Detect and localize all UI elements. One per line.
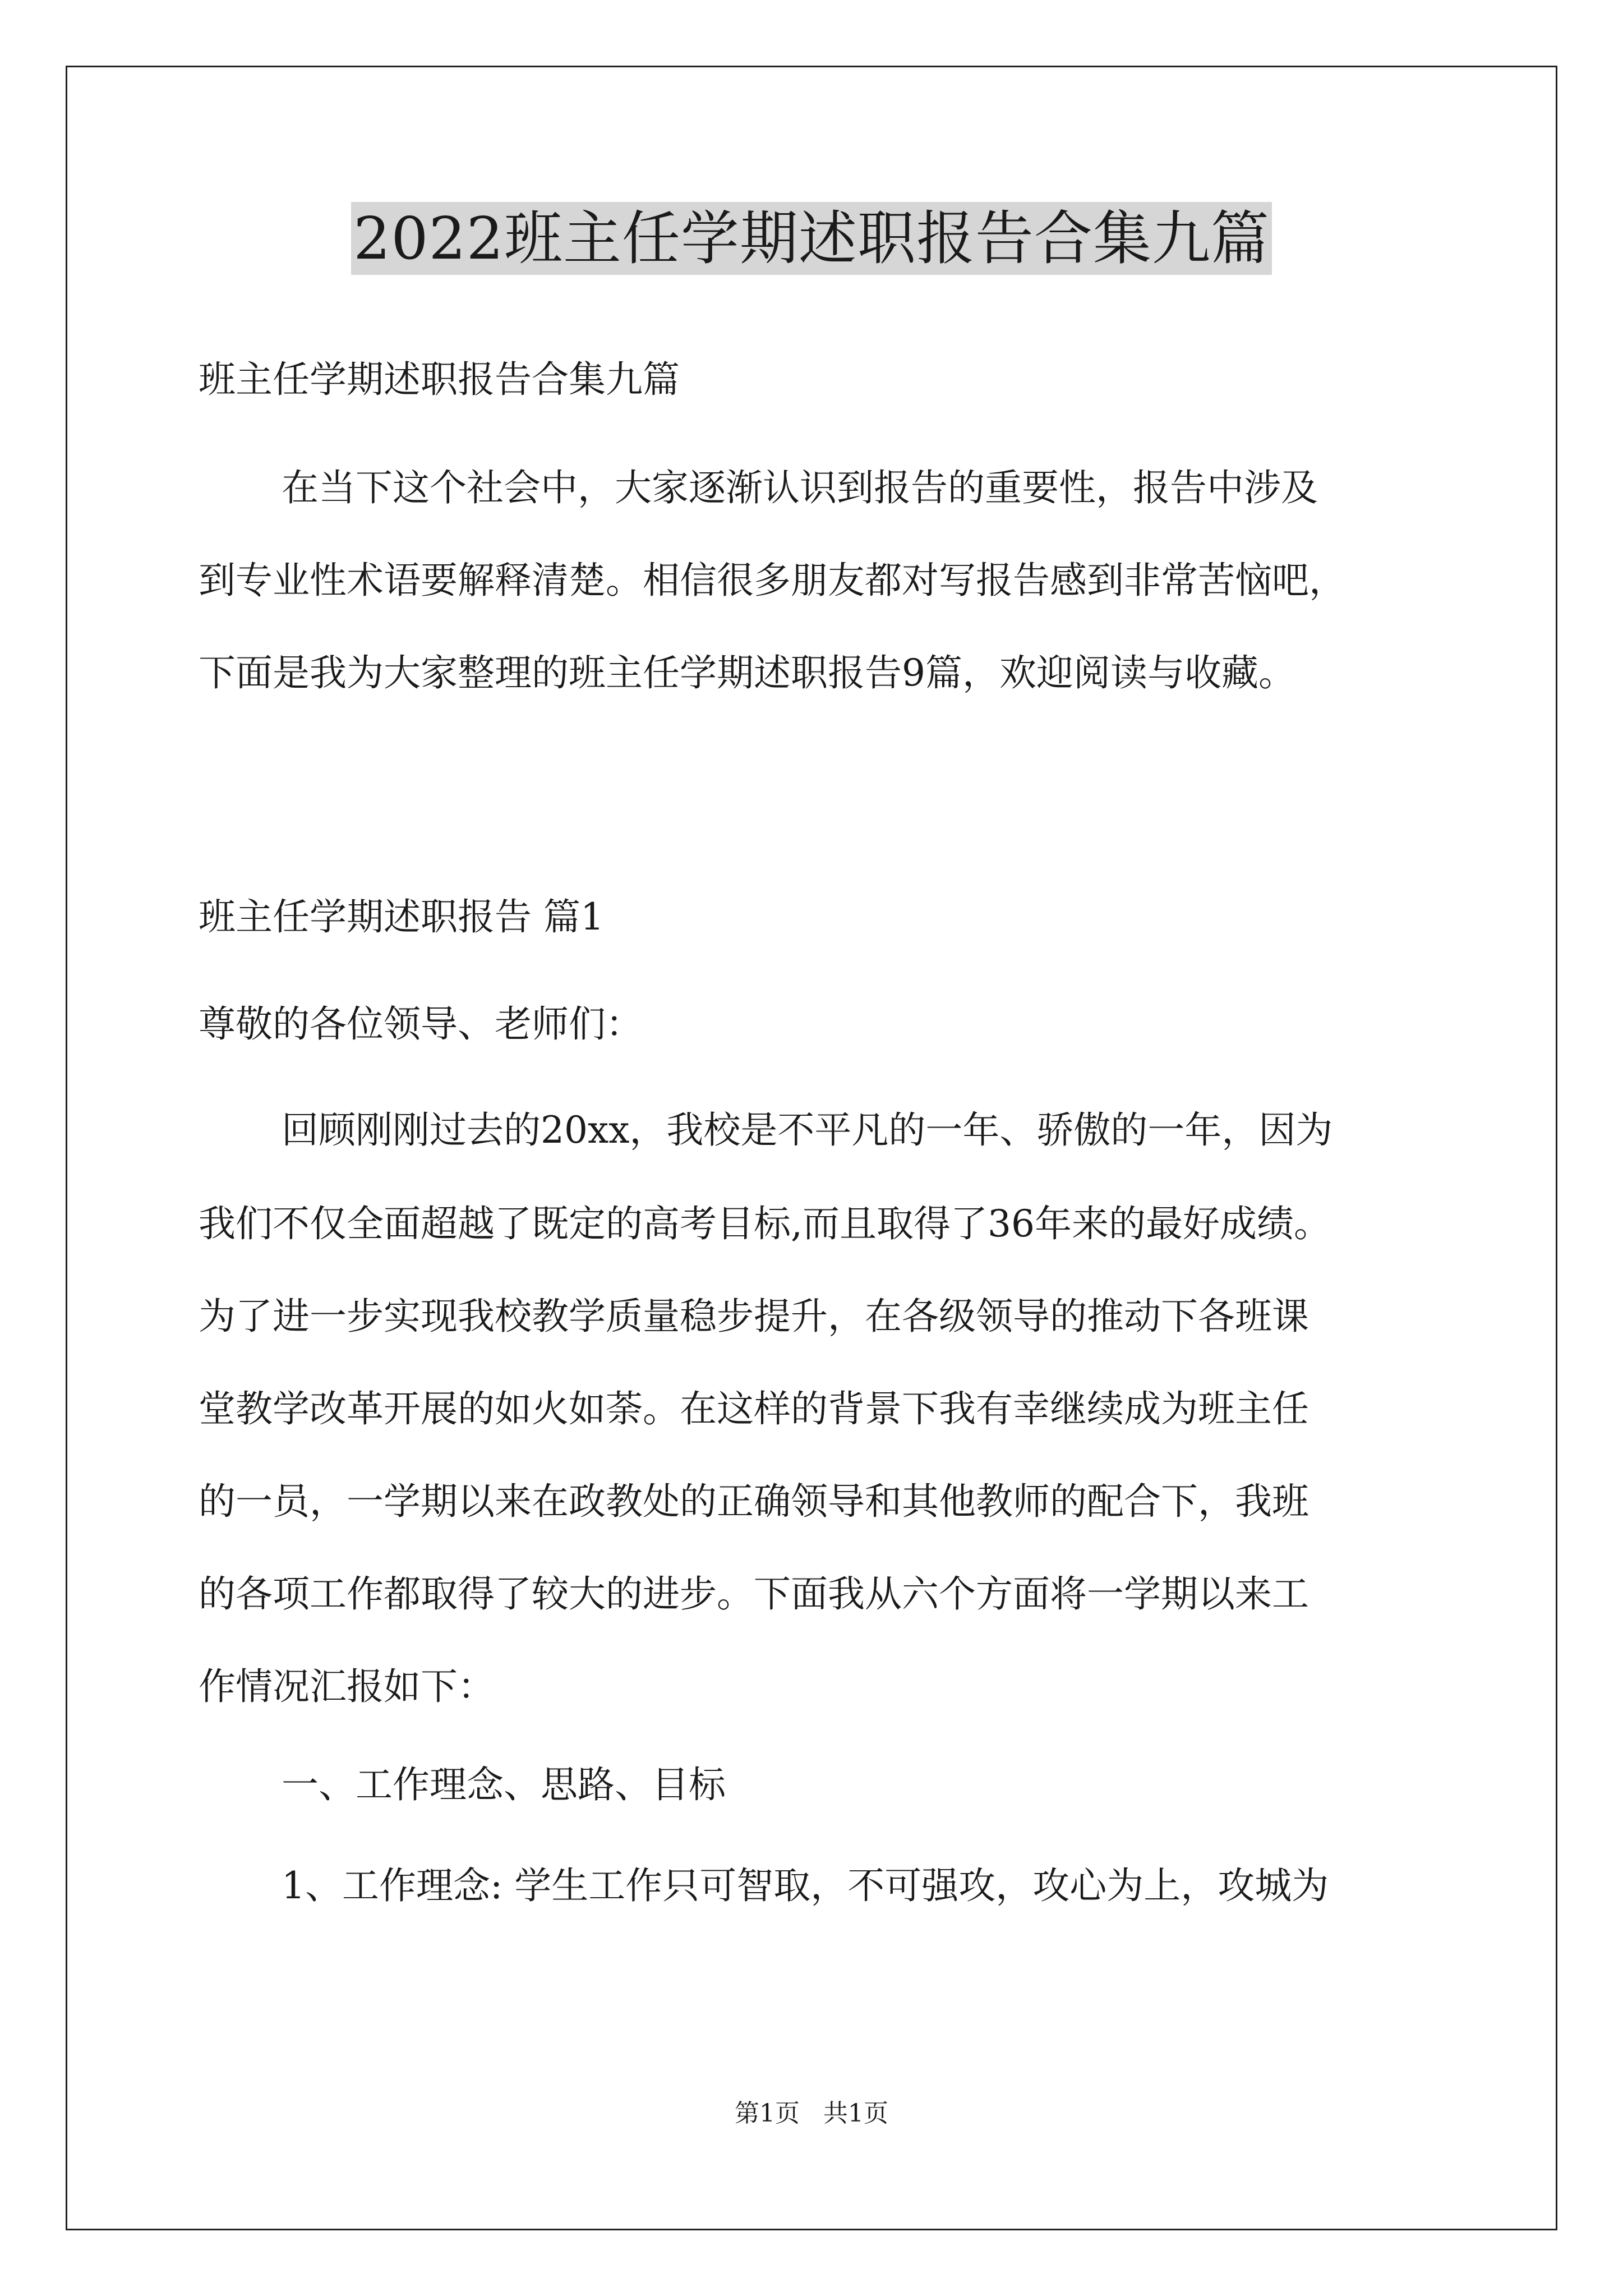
body-line-3: 为了进一步实现我校教学质量稳步提升，在各级领导的推动下各班课: [199, 1295, 1309, 1338]
document-subtitle: 班主任学期述职报告合集九篇: [199, 358, 680, 401]
body-line-6: 的各项工作都取得了较大的进步。下面我从六个方面将一学期以来工: [199, 1572, 1309, 1616]
body-line-4: 堂教学改革开展的如火如荼。在这样的背景下我有幸继续成为班主任: [199, 1387, 1309, 1430]
section-heading: 班主任学期述职报告 篇1: [199, 895, 604, 938]
title-container: [0, 202, 1623, 275]
body-line-5: 的一员，一学期以来在政教处的正确领导和其他教师的配合下，我班: [199, 1480, 1309, 1523]
document-title: 2022班主任学期述职报告合集九篇: [351, 202, 1272, 275]
intro-line-2: 到专业性术语要解释清楚。相信很多朋友都对写报告感到非常苦恼吧，: [199, 559, 1346, 602]
item-heading: 一、工作理念、思路、目标: [282, 1763, 726, 1806]
intro-line-1: 在当下这个社会中，大家逐渐认识到报告的重要性，报告中涉及: [282, 466, 1318, 509]
intro-line-3: 下面是我为大家整理的班主任学期述职报告9篇，欢迎阅读与收藏。: [199, 651, 1295, 694]
page-number-footer: 第1页 共1页: [735, 2099, 888, 2128]
body-line-2: 我们不仅全面超越了既定的高考目标,而且取得了36年来的最好成绩。: [199, 1202, 1331, 1245]
body-line-7: 作情况汇报如下：: [199, 1665, 495, 1708]
salutation: 尊敬的各位领导、老师们：: [199, 1002, 643, 1046]
body-line-1: 回顾刚刚过去的20xx，我校是不平凡的一年、骄傲的一年，因为: [282, 1108, 1333, 1152]
item-1: 1、工作理念: 学生工作只可智取，不可强攻，攻心为上，攻城为: [282, 1864, 1329, 1907]
